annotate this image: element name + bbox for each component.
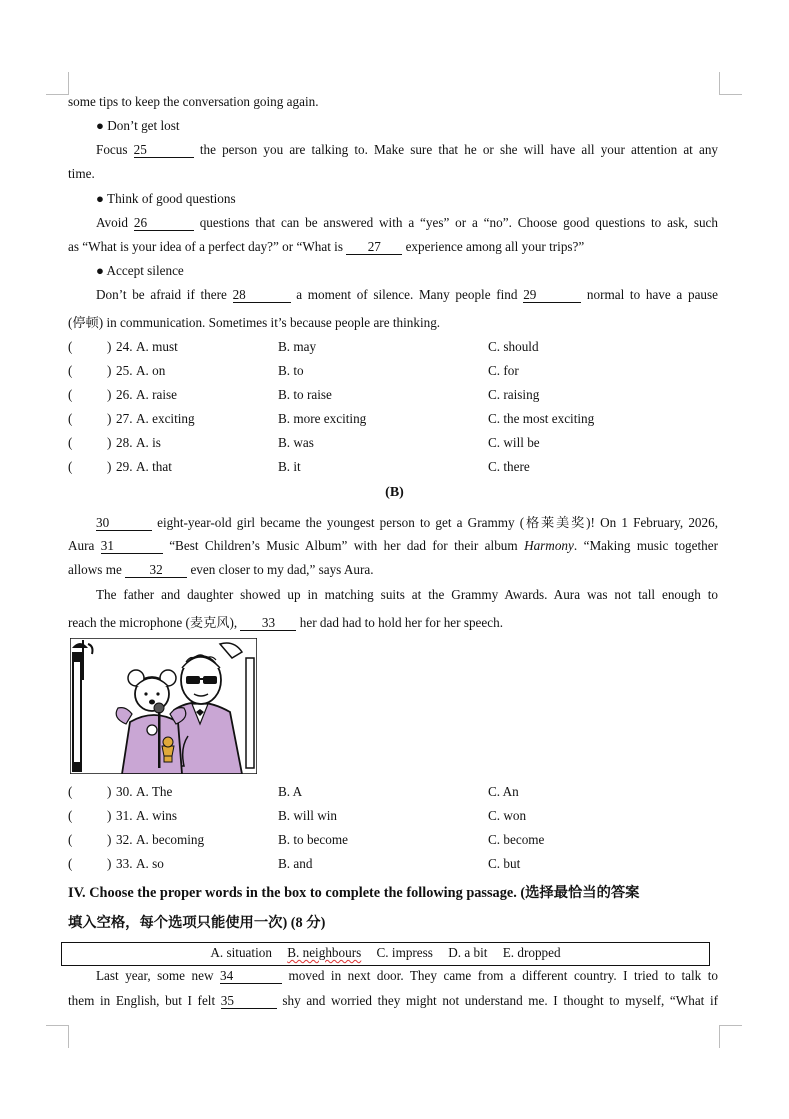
answer-paren-close: ) xyxy=(107,459,112,474)
option-a: A. becoming xyxy=(136,832,205,847)
passage-line: (停顿) in communication. Sometimes it’s because people are thinking. xyxy=(68,315,441,330)
question-number: 32. xyxy=(116,832,133,847)
answer-paren-open: ( xyxy=(68,387,73,402)
blank-26: 26 xyxy=(134,216,194,231)
passage-line: 30 eight-year-old girl became the youngest person to get a Grammy (格莱美奖)! On 1 February, 2026, xyxy=(96,515,718,530)
passage-line: Don’t be afraid if there 28 a moment of silence. Many people find 29 normal to have a pause xyxy=(96,287,718,302)
option-c: C. raising xyxy=(488,387,540,402)
option-a: A. is xyxy=(136,435,161,450)
blank-28: 28 xyxy=(233,288,291,303)
crop-mark-top-left xyxy=(46,72,69,95)
answer-paren-close: ) xyxy=(107,435,112,450)
word-option: E. dropped xyxy=(502,945,561,960)
answer-paren-open: ( xyxy=(68,459,73,474)
answer-paren-close: ) xyxy=(107,339,112,354)
option-b: B. more exciting xyxy=(278,411,367,426)
option-a: A. exciting xyxy=(136,411,195,426)
option-b: B. to become xyxy=(278,832,348,847)
question-number: 28. xyxy=(116,435,133,450)
part-four-title: IV. Choose the proper words in the box to complete the following passage. (选择最恰当的答案 xyxy=(68,885,640,901)
blank-35: 35 xyxy=(221,994,277,1009)
passage-line: as “What is your idea of a perfect day?” or “What is 27 experience among all your trips?” xyxy=(68,239,585,254)
answer-paren-close: ) xyxy=(107,387,112,402)
blank-34: 34 xyxy=(220,969,282,984)
word-option: B. neighbours xyxy=(287,945,362,960)
blank-27: 27 xyxy=(346,240,402,255)
blank-25: 25 xyxy=(134,143,194,158)
tip-heading: ● Don’t get lost xyxy=(96,118,180,133)
question-number: 25. xyxy=(116,363,133,378)
answer-paren-open: ( xyxy=(68,435,73,450)
blank-32: 32 xyxy=(125,563,187,578)
option-b: B. to xyxy=(278,363,304,378)
option-a: A. must xyxy=(136,339,178,354)
option-b: B. may xyxy=(278,339,317,354)
crop-mark-top-right xyxy=(719,72,742,95)
question-number: 31. xyxy=(116,808,133,823)
option-b: B. A xyxy=(278,784,303,799)
passage-line: allows me 32 even closer to my dad,” says Aura. xyxy=(68,562,374,577)
crop-mark-bottom-right xyxy=(719,1025,742,1048)
option-c: C. for xyxy=(488,363,519,378)
option-c: C. should xyxy=(488,339,539,354)
passage-line: some tips to keep the conversation going again. xyxy=(68,94,319,109)
question-number: 26. xyxy=(116,387,133,402)
answer-paren-open: ( xyxy=(68,363,73,378)
word-option: A. situation xyxy=(210,945,272,960)
option-c: C. won xyxy=(488,808,527,823)
blank-30: 30 xyxy=(96,516,152,531)
answer-paren-open: ( xyxy=(68,832,73,847)
answer-paren-close: ) xyxy=(107,784,112,799)
question-number: 33. xyxy=(116,856,133,871)
word-option: D. a bit xyxy=(448,945,488,960)
option-c: C. the most exciting xyxy=(488,411,595,426)
passage-line: Focus 25 the person you are talking to. Make sure that he or she will have all your attention at any xyxy=(96,142,719,157)
grammy-illustration xyxy=(70,638,257,774)
answer-paren-close: ) xyxy=(107,808,112,823)
answer-paren-close: ) xyxy=(107,856,112,871)
answer-paren-open: ( xyxy=(68,339,73,354)
option-a: A. The xyxy=(136,784,173,799)
answer-paren-open: ( xyxy=(68,808,73,823)
option-b: B. it xyxy=(278,459,301,474)
question-number: 29. xyxy=(116,459,133,474)
section-heading: (B) xyxy=(385,485,404,500)
question-number: 30. xyxy=(116,784,133,799)
word-box xyxy=(61,942,710,966)
option-b: B. to raise xyxy=(278,387,332,402)
answer-paren-close: ) xyxy=(107,411,112,426)
passage-line: Aura 31 “Best Children’s Music Album” with her dad for their album Harmony. “Making music together xyxy=(68,538,718,553)
option-c: C. will be xyxy=(488,435,540,450)
option-c: C. but xyxy=(488,856,521,871)
option-c: C. become xyxy=(488,832,545,847)
passage-line: Last year, some new 34 moved in next door. They came from a different country. I tried to talk to xyxy=(96,968,719,983)
passage-line: reach the microphone (麦克风), 33 her dad had to hold her for her speech. xyxy=(68,615,504,630)
option-b: B. will win xyxy=(278,808,337,823)
option-a: A. raise xyxy=(136,387,178,402)
answer-paren-close: ) xyxy=(107,363,112,378)
option-b: B. was xyxy=(278,435,314,450)
question-number: 27. xyxy=(116,411,133,426)
passage-line: The father and daughter showed up in matching suits at the Grammy Awards. Aura was not tall enough to xyxy=(96,587,718,602)
blank-33: 33 xyxy=(240,616,296,631)
word-option: C. impress xyxy=(376,945,433,960)
passage-line: Avoid 26 questions that can be answered with a “yes” or a “no”. Choose good questions to ask, such xyxy=(96,215,718,230)
blank-29: 29 xyxy=(523,288,581,303)
passage-line: time. xyxy=(68,166,95,181)
part-four-title-cont: 填入空格，每个选项只能使用一次) (8 分) xyxy=(68,915,326,931)
answer-paren-open: ( xyxy=(68,856,73,871)
question-number: 24. xyxy=(116,339,133,354)
option-a: A. wins xyxy=(136,808,178,823)
passage-line: them in English, but I felt 35 shy and worried they might not understand me. I thought to myself, “What if xyxy=(68,993,719,1008)
blank-31: 31 xyxy=(101,539,163,554)
answer-paren-close: ) xyxy=(107,832,112,847)
option-a: A. that xyxy=(136,459,172,474)
option-b: B. and xyxy=(278,856,313,871)
crop-mark-bottom-left xyxy=(46,1025,69,1048)
option-a: A. so xyxy=(136,856,164,871)
option-a: A. on xyxy=(136,363,166,378)
tip-heading: ● Accept silence xyxy=(96,263,184,278)
option-c: C. there xyxy=(488,459,530,474)
answer-paren-open: ( xyxy=(68,784,73,799)
answer-paren-open: ( xyxy=(68,411,73,426)
option-c: C. An xyxy=(488,784,519,799)
tip-heading: ● Think of good questions xyxy=(96,191,236,206)
